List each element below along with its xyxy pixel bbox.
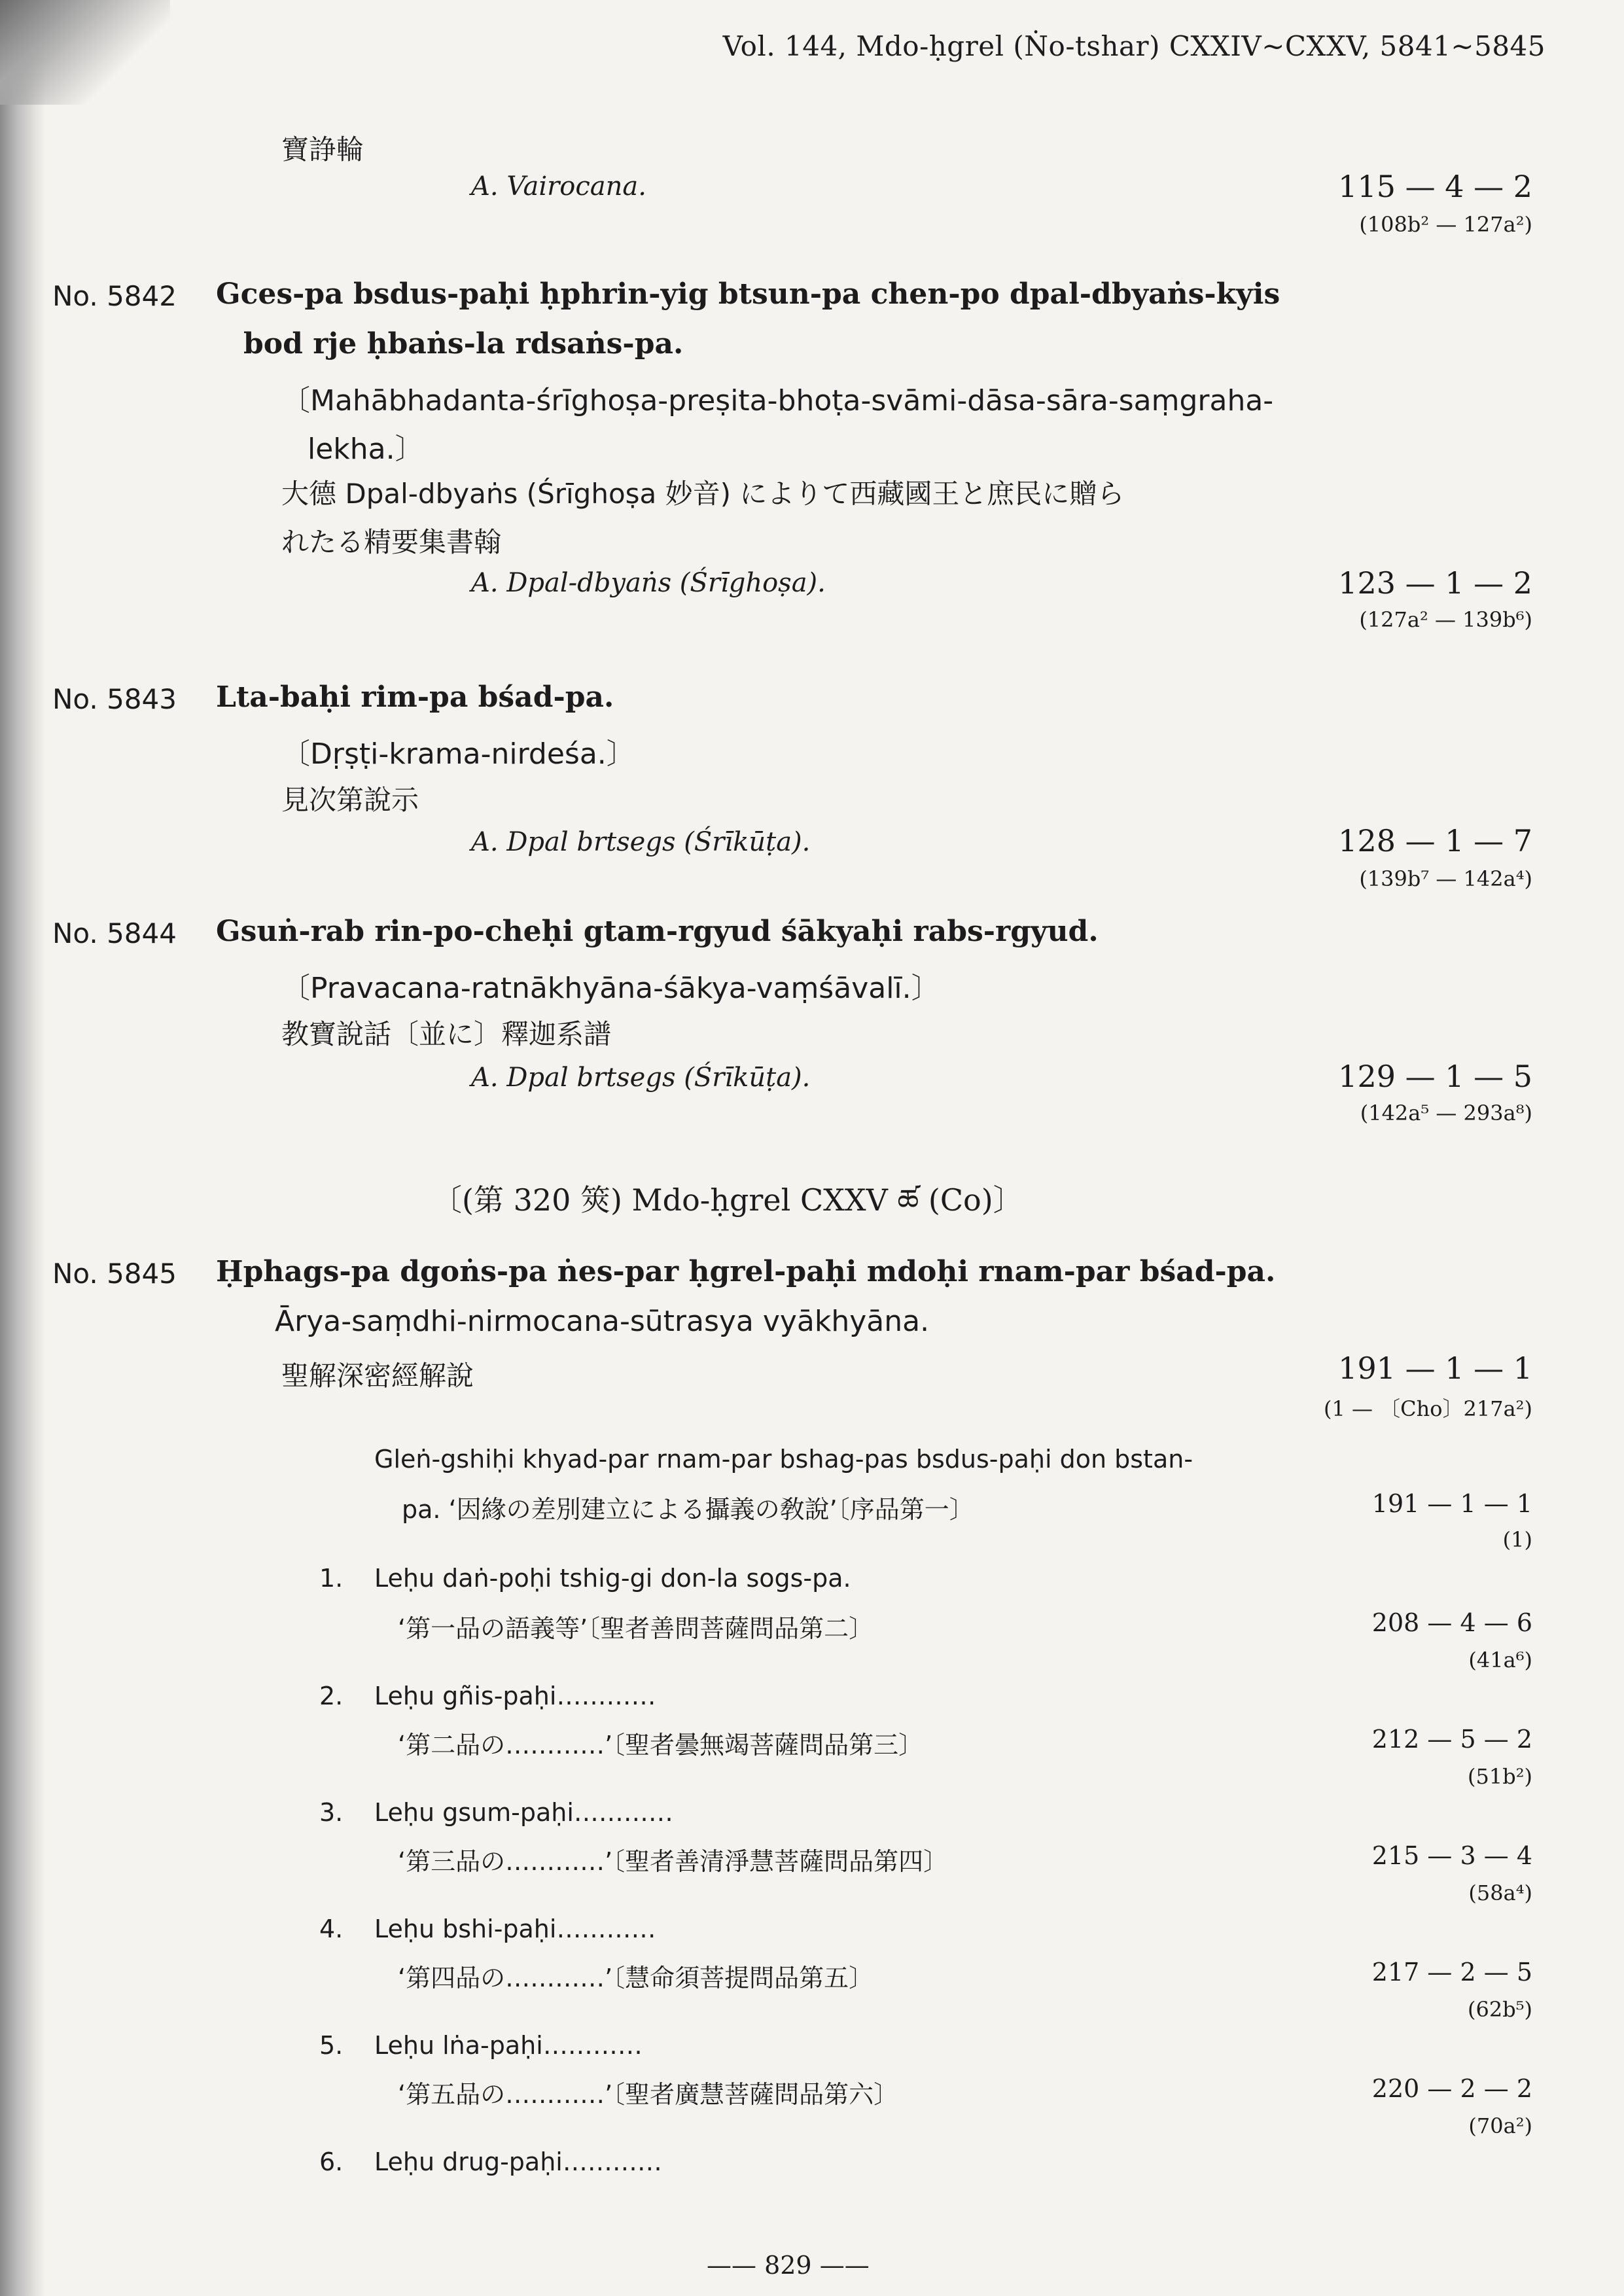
entry-japanese: 大德 Dpal-dbyaṅs (Śrīghoṣa 妙音) によりて西藏國王と庶民に贈ら: [281, 478, 1125, 510]
chapter-japanese: ‘第五品の…………’〔聖者廣慧菩薩問品第六〕: [398, 2080, 899, 2109]
entry-ref: 123 — 1 — 2: [1338, 565, 1532, 601]
entry-title: Gsuṅ-rab rin-po-cheḥi gtam-rgyud śākyaḥi rabs-rgyud.: [216, 915, 1099, 948]
intro-loc: (1): [1502, 1527, 1532, 1552]
entry-sanskrit: 〔Dṛṣṭi-krama-nirdeśa.〕: [281, 737, 635, 771]
scan-shadow-left: [0, 0, 46, 2296]
entry-title: Gces-pa bsdus-paḥi ḥphrin-yig btsun-pa chen-po dpal-dbyaṅs-kyis: [216, 277, 1280, 311]
chapter-ref: 220 — 2 — 2: [1371, 2074, 1532, 2103]
entry-japanese-cont: れたる精要集書翰: [281, 526, 502, 558]
entry-japanese: 聖解深密經解說: [281, 1360, 474, 1392]
chapter-title: Leḥu daṅ-poḥi tshig-gi don-la sogs-pa.: [374, 1564, 851, 1593]
section-heading: 〔(第 320 筴) Mdo-ḥgrel CXXV ཚ (Co)〕: [432, 1182, 1023, 1218]
intro-ref: 191 — 1 — 1: [1371, 1489, 1532, 1518]
chapter-ref: 217 — 2 — 5: [1371, 1958, 1532, 1987]
entry-number: No. 5842: [52, 280, 177, 312]
entry-ref: 191 — 1 — 1: [1338, 1351, 1532, 1386]
chapter-japanese: ‘第一品の語義等’〔聖者善問菩薩問品第二〕: [398, 1614, 874, 1643]
entry-sanskrit: 〔Pravacana-ratnākhyāna-śākya-vaṃśāvalī.〕: [281, 972, 940, 1005]
intro-line: Gleṅ-gshiḥi khyad-par rnam-par bshag-pas bsdus-paḥi don bstan-: [374, 1445, 1193, 1474]
chapter-loc: (51b²): [1468, 1764, 1532, 1789]
chapter-number: 3.: [319, 1798, 344, 1827]
entry-ref: 129 — 1 — 5: [1338, 1059, 1532, 1094]
chapter-number: 5.: [319, 2031, 344, 2060]
chapter-title: Leḥu drug-paḥi…………: [374, 2147, 662, 2176]
chapter-japanese: ‘第三品の…………’〔聖者善清淨慧菩薩問品第四〕: [398, 1847, 949, 1876]
entry-title-cont: bod rje ḥbaṅs-la rdsaṅs-pa.: [243, 327, 684, 361]
entry-title: Ḥphags-pa dgoṅs-pa ṅes-par ḥgrel-paḥi mdoḥi rnam-par bśad-pa.: [216, 1255, 1276, 1288]
entry-loc: (142a⁵ — 293a⁸): [1360, 1101, 1532, 1125]
chapter-japanese: ‘第二品の…………’〔聖者曇無竭菩薩問品第三〕: [398, 1731, 924, 1759]
chapter-ref: 212 — 5 — 2: [1371, 1725, 1532, 1754]
entry-title: Lta-baḥi rim-pa bśad-pa.: [216, 680, 614, 714]
chapter-title: Leḥu bshi-paḥi…………: [374, 1915, 656, 1943]
chapter-loc: (58a⁴): [1468, 1881, 1532, 1905]
chapter-loc: (41a⁶): [1468, 1648, 1532, 1672]
chapter-title: Leḥu gsum-paḥi…………: [374, 1798, 673, 1827]
entry-number: No. 5845: [52, 1258, 177, 1290]
chapter-loc: (70a²): [1468, 2113, 1532, 2138]
entry-author: A. Dpal-dbyaṅs (Śrīghoṣa).: [471, 568, 826, 598]
chapter-number: 4.: [319, 1915, 344, 1943]
entry-loc: (139b⁷ — 142a⁴): [1359, 866, 1532, 891]
chapter-title: Leḥu gñis-paḥi…………: [374, 1682, 656, 1710]
chapter-number: 1.: [319, 1564, 344, 1593]
entry-5841-ref: 115 — 4 — 2: [1338, 169, 1532, 204]
chapter-number: 6.: [319, 2147, 344, 2176]
chapter-ref: 215 — 3 — 4: [1371, 1841, 1532, 1870]
chapter-japanese: ‘第四品の…………’〔慧命須菩提問品第五〕: [398, 1964, 874, 1992]
entry-number: No. 5843: [52, 683, 177, 715]
entry-ref: 128 — 1 — 7: [1338, 823, 1532, 858]
entry-japanese: 見次第說示: [281, 784, 419, 816]
running-header: Vol. 144, Mdo-ḥgrel (Ṅo-tshar) CXXIV~CXXV, 5841~5845: [722, 30, 1545, 62]
entry-author: A. Dpal brtsegs (Śrīkūṭa).: [471, 827, 811, 857]
page-number: —— 829 ——: [707, 2251, 870, 2280]
scan-shadow-top: [0, 0, 170, 105]
chapter-loc: (62b⁵): [1468, 1997, 1532, 2022]
entry-sanskrit: Ārya-saṃdhi-nirmocana-sūtrasya vyākhyāna.: [275, 1305, 930, 1338]
entry-sanskrit: 〔Mahābhadanta-śrīghoṣa-preṣita-bhoṭa-svāmi-dāsa-sāra-saṃgraha-: [281, 384, 1274, 417]
chapter-ref: 208 — 4 — 6: [1371, 1608, 1532, 1637]
entry-author: A. Dpal brtsegs (Śrīkūṭa).: [471, 1063, 811, 1093]
entry-japanese: 教寶說話〔並に〕釋迦系譜: [281, 1018, 612, 1050]
chapter-number: 2.: [319, 1682, 344, 1710]
chapter-title: Leḥu lṅa-paḥi…………: [374, 2031, 643, 2060]
entry-loc: (1 — 〔Cho〕217a²): [1323, 1396, 1532, 1421]
intro-line-cont: pa. ‘因緣の差別建立による攝義の敎說’〔序品第一〕: [402, 1495, 974, 1524]
entry-sanskrit-cont: lekha.〕: [308, 433, 424, 466]
entry-number: No. 5844: [52, 917, 177, 949]
entry-5841-japanese: 寶諍輪: [281, 133, 364, 166]
entry-loc: (127a² — 139b⁶): [1359, 607, 1532, 632]
entry-5841-loc: (108b² — 127a²): [1359, 212, 1532, 237]
entry-5841-author: A. Vairocana.: [471, 171, 646, 202]
